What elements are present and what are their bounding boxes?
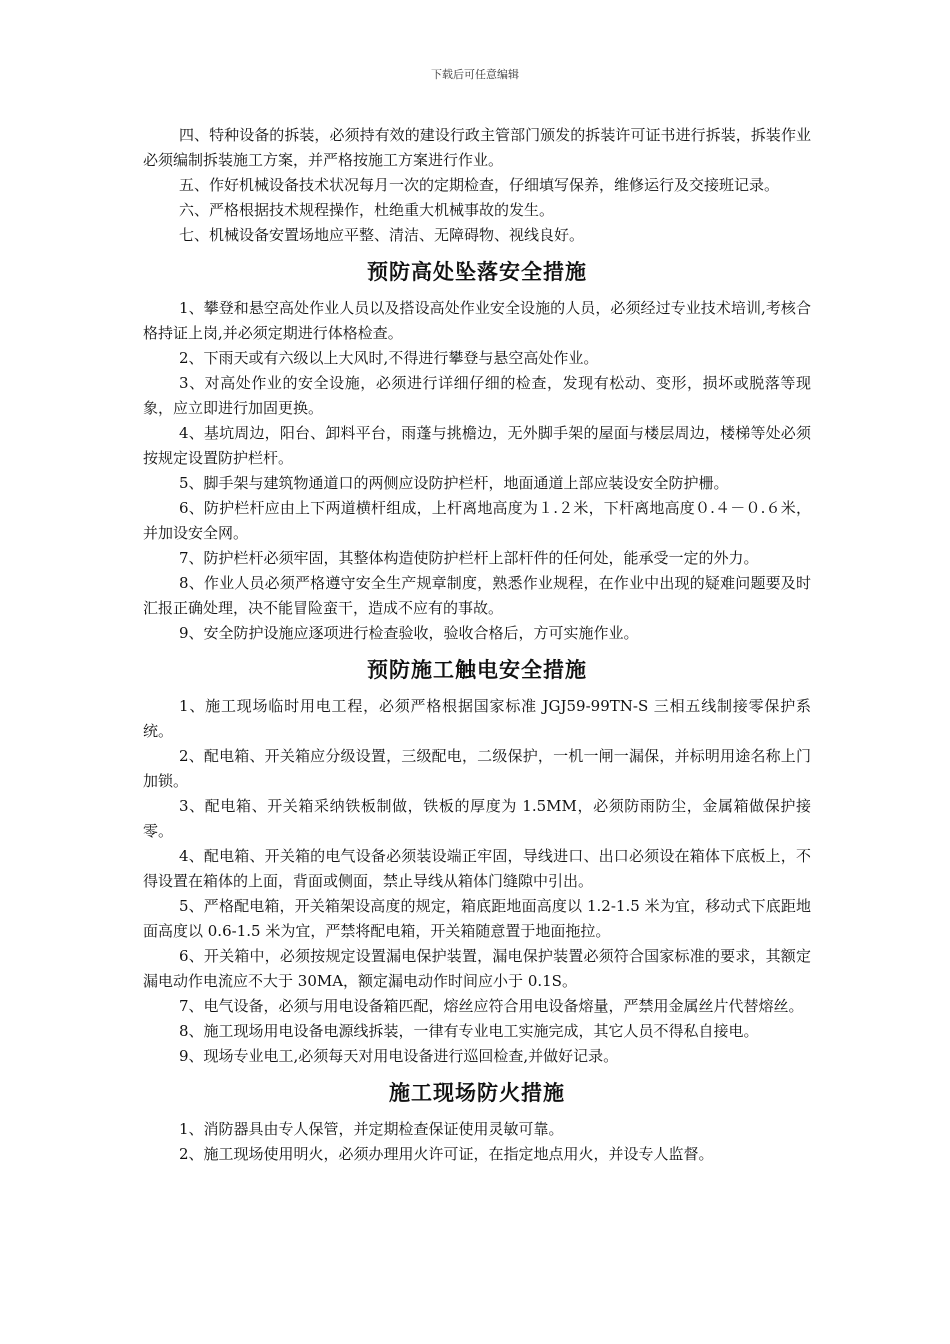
list-item: 3、对高处作业的安全设施，必须进行详细仔细的检查，发现有松动、变形，损坏或脱落等现象，应立即进行加固更换。 bbox=[143, 374, 811, 417]
list-item: 6、防护栏杆应由上下两道横杆组成，上杆离地高度为１.２米，下杆离地高度０.４－０.６米，并加设安全网。 bbox=[143, 499, 811, 542]
list-item: 8、作业人员必须严格遵守安全生产规章制度，熟悉作业规程，在作业中出现的疑难问题要及时汇报正确处理，决不能冒险蛮干，造成不应有的事故。 bbox=[143, 574, 811, 617]
list-item: 5、严格配电箱，开关箱架设高度的规定，箱底距地面高度以 1.2-1.5 米为宜，移动式下底距地面高度以 0.6-1.5 米为宜，严禁将配电箱，开关箱随意置于地面拖拉。 bbox=[143, 897, 811, 940]
list-item: 1、施工现场临时用电工程，必须严格根据国家标准 JGJ59-99TN-S 三相五线制接零保护系统。 bbox=[143, 697, 811, 740]
header-note: 下载后可任意编辑 bbox=[431, 68, 519, 81]
list-item: 7、电气设备，必须与用电设备箱匹配，熔丝应符合用电设备熔量，严禁用金属丝片代替熔丝。 bbox=[179, 997, 804, 1015]
list-item: 6、开关箱中，必须按规定设置漏电保护装置，漏电保护装置必须符合国家标准的要求，其额定漏电动作电流应不大于 30MA，额定漏电动作时间应小于 0.1S。 bbox=[143, 947, 811, 990]
paragraph: 四、特种设备的拆装，必须持有效的建设行政主管部门颁发的拆装许可证书进行拆装，拆装作业必须编制拆装施工方案，并严格按施工方案进行作业。 bbox=[143, 126, 811, 169]
list-item: 2、配电箱、开关箱应分级设置，三级配电，二级保护，一机一闸一漏保，并标明用途名称上门加锁。 bbox=[143, 747, 811, 790]
list-item: 4、基坑周边，阳台、卸料平台，雨蓬与挑檐边，无外脚手架的屋面与楼层周边，楼梯等处必须按规定设置防护栏杆。 bbox=[143, 424, 811, 467]
list-item: 3、配电箱、开关箱采纳铁板制做，铁板的厚度为 1.5MM，必须防雨防尘，金属箱做保护接零。 bbox=[143, 797, 811, 840]
list-item: 2、下雨天或有六级以上大风时,不得进行攀登与悬空高处作业。 bbox=[179, 349, 599, 367]
document-body bbox=[143, 123, 811, 1167]
list-item: 2、施工现场使用明火，必须办理用火许可证，在指定地点用火，并设专人监督。 bbox=[179, 1145, 714, 1163]
paragraph: 六、严格根据技术规程操作，杜绝重大机械事故的发生。 bbox=[179, 201, 555, 219]
section-title-fall-prevention: 预防高处坠落安全措施 bbox=[367, 260, 587, 284]
list-item: 1、消防器具由专人保管，并定期检查保证使用灵敏可靠。 bbox=[179, 1120, 564, 1138]
list-item: 4、配电箱、开关箱的电气设备必须装设端正牢固，导线进口、出口必须设在箱体下底板上，不得设置在箱体的上面，背面或侧面，禁止导线从箱体门缝隙中引出。 bbox=[143, 847, 811, 890]
paragraph: 五、作好机械设备技术状况每月一次的定期检查，仔细填写保养，维修运行及交接班记录。 bbox=[179, 176, 780, 194]
section-title-electric-shock-prevention: 预防施工触电安全措施 bbox=[367, 658, 587, 682]
list-item: 7、防护栏杆必须牢固，其整体构造使防护栏杆上部杆件的任何处，能承受一定的外力。 bbox=[179, 549, 759, 567]
list-item: 9、现场专业电工,必须每天对用电设备进行巡回检查,并做好记录。 bbox=[179, 1047, 619, 1065]
list-item: 1、攀登和悬空高处作业人员以及搭设高处作业安全设施的人员，必须经过专业技术培训,考核合格持证上岗,并必须定期进行体格检查。 bbox=[143, 299, 811, 342]
list-item: 5、脚手架与建筑物通道口的两侧应设防护栏杆，地面通道上部应装设安全防护栅。 bbox=[179, 474, 729, 492]
list-item: 8、施工现场用电设备电源线拆装，一律有专业电工实施完成，其它人员不得私自接电。 bbox=[179, 1022, 759, 1040]
section-title-fire-prevention: 施工现场防火措施 bbox=[389, 1081, 565, 1105]
list-item: 9、安全防护设施应逐项进行检查验收，验收合格后，方可实施作业。 bbox=[179, 624, 639, 642]
paragraph: 七、机械设备安置场地应平整、清洁、无障碍物、视线良好。 bbox=[179, 226, 585, 244]
